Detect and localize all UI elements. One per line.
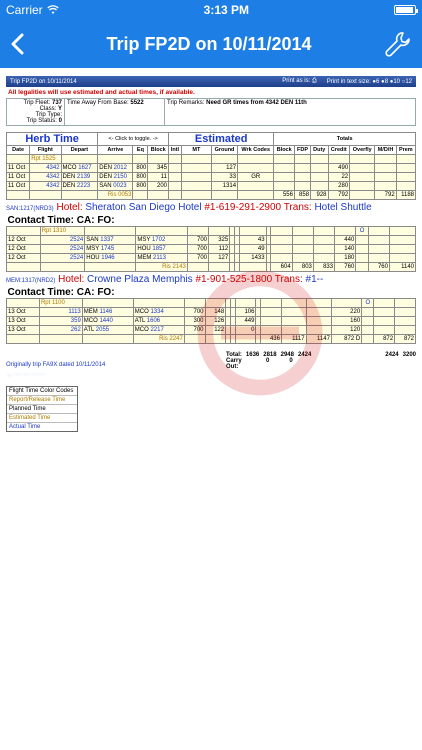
- trip-info-table: Trip Fleet: 737 Class: Y Trip Type: Trip Status: 0 Time Away From Base: 5522 Trip Remarks: Need GR times from 4342 DEN 11th: [6, 98, 416, 126]
- release-row: [7, 191, 416, 200]
- status-bar: [0, 0, 422, 20]
- empty-cell: [328, 155, 350, 164]
- flight-number[interactable]: 1113: [39, 308, 82, 317]
- page-title: Trip FP2D on 10/11/2014: [106, 33, 312, 54]
- block-time: 148: [205, 308, 226, 317]
- flight-number[interactable]: 359: [39, 317, 82, 326]
- arrive-cell: MCO 2217: [133, 326, 184, 335]
- table-row[interactable]: [7, 254, 416, 263]
- report-row: [7, 155, 416, 164]
- size-12-option[interactable]: 12: [405, 78, 412, 85]
- empty-cell: [61, 191, 98, 200]
- table-row[interactable]: [7, 173, 416, 182]
- empty-cell: [7, 155, 30, 164]
- empty-cell: [294, 164, 310, 173]
- total-block: 436: [261, 335, 282, 344]
- duty-period-2: [7, 227, 416, 272]
- empty-cell: [311, 182, 328, 191]
- empty-cell: [184, 335, 205, 344]
- depart-cell: DEN 2139: [61, 173, 98, 182]
- table-row[interactable]: [7, 326, 416, 335]
- empty-cell: [311, 164, 328, 173]
- arrive-cell: MSY 1702: [136, 236, 187, 245]
- depart-cell: ATL 2055: [82, 326, 133, 335]
- equipment: 300: [184, 317, 205, 326]
- empty-cell: [133, 191, 148, 200]
- layover-line-1: SAN:1217(NRD3) Hotel: Sheraton San Diego Hotel #1-619-291-2900 Trans: Hotel Shuttle: [6, 202, 372, 213]
- empty-cell: [274, 155, 295, 164]
- empty-cell: [39, 335, 82, 344]
- empty-cell: [235, 335, 256, 344]
- intl-cell: [169, 182, 182, 191]
- empty-cell: [187, 263, 208, 272]
- empty-cell: [306, 308, 331, 317]
- intl-cell: [169, 173, 182, 182]
- empty-cell: [271, 254, 292, 263]
- flight-number[interactable]: 2524: [40, 254, 85, 263]
- battery-icon: [394, 5, 416, 15]
- empty-cell: [271, 227, 292, 236]
- work-codes: [238, 182, 274, 191]
- depart-cell: MEM 1146: [82, 308, 133, 317]
- trip-content: [0, 68, 422, 750]
- equipment: 800: [133, 173, 148, 182]
- empty-cell: [375, 173, 396, 182]
- ground-time: 127: [211, 164, 237, 173]
- total-prem: 1188: [396, 191, 415, 200]
- credit-time: 120: [331, 326, 361, 335]
- equipment: 700: [187, 254, 208, 263]
- empty-cell: [274, 164, 295, 173]
- ground-time: 449: [235, 317, 256, 326]
- table-row[interactable]: [7, 236, 416, 245]
- empty-cell: [374, 326, 395, 335]
- empty-cell: [136, 227, 187, 236]
- credit-time: 180: [335, 254, 356, 263]
- empty-cell: [395, 308, 416, 317]
- print-text-size: Print in text size: ●6 ●8 ●10 ○12: [326, 78, 412, 85]
- empty-cell: [7, 227, 41, 236]
- size-8-option[interactable]: 8: [384, 78, 389, 85]
- duty-period-1: [7, 155, 416, 200]
- estimated-header[interactable]: Estimated: [169, 133, 274, 146]
- total-mdh: 792: [375, 191, 396, 200]
- empty-cell: [350, 173, 375, 182]
- release-time: Ris 2143: [136, 263, 187, 272]
- empty-cell: [292, 245, 313, 254]
- equipment: 800: [133, 182, 148, 191]
- table-row[interactable]: [7, 317, 416, 326]
- total-credit: 792: [328, 191, 350, 200]
- block-time: 11: [148, 173, 169, 182]
- flight-number[interactable]: 4342: [30, 173, 61, 182]
- titlebar-label: Trip FP2D on 10/11/2014: [10, 78, 77, 85]
- empty-cell: [239, 263, 266, 272]
- empty-cell: [235, 299, 256, 308]
- total-block: 556: [274, 191, 295, 200]
- leg-date: 12 Oct: [7, 236, 41, 245]
- empty-cell: [306, 326, 331, 335]
- arrive-cell: DEN 2012: [98, 164, 133, 173]
- empty-cell: [261, 326, 282, 335]
- duty-period-3: [7, 299, 416, 344]
- flight-number[interactable]: 2524: [40, 245, 85, 254]
- work-codes: [238, 164, 274, 173]
- block-time: 200: [148, 182, 169, 191]
- total-credit: 760: [335, 263, 356, 272]
- credit-time: 140: [335, 245, 356, 254]
- leg-date: 11 Oct: [7, 164, 30, 173]
- contact-time-1: Contact Time: CA: FO:: [7, 215, 115, 226]
- empty-cell: [238, 155, 274, 164]
- arrive-cell: HOU 1857: [136, 245, 187, 254]
- settings-button[interactable]: [384, 30, 412, 58]
- empty-cell: [184, 299, 205, 308]
- mt-cell: [181, 182, 211, 191]
- marker-o: O: [356, 227, 368, 236]
- total-block: 604: [271, 263, 292, 272]
- mt-cell: [181, 164, 211, 173]
- flight-grid-2: [6, 215, 416, 272]
- redacted-line: → ···· ··· ·······: [6, 372, 45, 378]
- empty-cell: [261, 308, 282, 317]
- total-fdp: 1117: [281, 335, 306, 344]
- empty-cell: [375, 164, 396, 173]
- hotel-phone[interactable]: #1-901-525-1800: [195, 274, 273, 285]
- total-prem: 1140: [389, 263, 415, 272]
- empty-cell: [368, 227, 389, 236]
- block-time: 122: [205, 326, 226, 335]
- flight-number[interactable]: 4342: [30, 182, 61, 191]
- empty-cell: [281, 308, 306, 317]
- empty-cell: [40, 263, 85, 272]
- empty-cell: [98, 155, 133, 164]
- block-time: 325: [209, 236, 230, 245]
- empty-cell: [350, 164, 375, 173]
- empty-cell: [238, 191, 274, 200]
- empty-cell: [294, 173, 310, 182]
- empty-cell: [7, 263, 41, 272]
- empty-cell: [82, 335, 133, 344]
- empty-cell: [374, 308, 395, 317]
- chevron-left-icon: [10, 33, 24, 55]
- empty-cell: [389, 245, 415, 254]
- empty-cell: [181, 155, 211, 164]
- empty-cell: [85, 263, 136, 272]
- empty-cell: [306, 317, 331, 326]
- empty-cell: [335, 227, 356, 236]
- block-time: 126: [205, 317, 226, 326]
- empty-cell: [274, 182, 295, 191]
- empty-cell: [292, 254, 313, 263]
- empty-cell: [350, 191, 375, 200]
- ground-time: 43: [239, 236, 266, 245]
- intl-cell: [169, 164, 182, 173]
- empty-cell: [61, 155, 98, 164]
- flight-number[interactable]: 4342: [30, 164, 61, 173]
- depart-cell: HOU 1946: [85, 254, 136, 263]
- totals-header: Totals: [274, 133, 416, 146]
- empty-cell: [209, 227, 230, 236]
- arrive-cell: DEN 2150: [98, 173, 133, 182]
- status-left: [6, 3, 59, 17]
- empty-cell: [396, 173, 415, 182]
- empty-cell: [362, 308, 374, 317]
- size-10-option[interactable]: 10: [393, 78, 401, 85]
- equipment: 700: [187, 245, 208, 254]
- empty-cell: [389, 254, 415, 263]
- total-duty: 928: [311, 191, 328, 200]
- empty-cell: [7, 335, 40, 344]
- empty-cell: [313, 254, 334, 263]
- ground-time: 33: [211, 173, 237, 182]
- flight-grid-1: Herb Time <- Click to toggle. -> Estimated Totals Date Flight Depart Arrive Eq Block Intl MT Ground Wrk Codes Block FDP Duty Credit Overfly M/D/H Prem Rpt 1525 11 Oct 4342 MCO 1627 DEN 2012 800 345 127 490 11 Oct 4342 DEN 2139 DEN 2150 800 11 33 GR 22 11 Oct 4342 DEN 2223 SAN 0023 800 200 1314 280 Ris 0053 556 858 928 792 792 1188: [8, 133, 414, 198]
- empty-cell: [362, 317, 374, 326]
- total-credit: 872 D: [331, 335, 361, 344]
- empty-cell: [362, 326, 374, 335]
- back-button[interactable]: [10, 29, 34, 59]
- equipment: 800: [133, 164, 148, 173]
- ground-time: 106: [235, 308, 256, 317]
- ground-time: 1314: [211, 182, 237, 191]
- leg-date: 13 Oct: [7, 308, 40, 317]
- credit-time: 22: [328, 173, 350, 182]
- block-time: 345: [148, 164, 169, 173]
- wrench-icon: [384, 30, 412, 58]
- legalities-note: All legalities will use estimated and actual times, if available.: [8, 89, 195, 96]
- total-mdh: 872: [374, 335, 395, 344]
- empty-cell: [205, 299, 226, 308]
- arrive-cell: ATL 1606: [133, 317, 184, 326]
- empty-cell: [396, 164, 415, 173]
- total-duty: 833: [313, 263, 334, 272]
- report-row: [7, 299, 416, 308]
- equipment: 700: [184, 308, 205, 317]
- total-prem: 872: [395, 335, 416, 344]
- empty-cell: [209, 263, 230, 272]
- empty-cell: [7, 299, 40, 308]
- empty-cell: [239, 227, 266, 236]
- empty-cell: [205, 335, 226, 344]
- ground-time: 1433: [239, 254, 266, 263]
- depart-cell: DEN 2223: [61, 182, 98, 191]
- nav-bar: [0, 20, 422, 68]
- empty-cell: [396, 182, 415, 191]
- empty-cell: [374, 299, 395, 308]
- release-row: [7, 335, 416, 344]
- table-row[interactable]: [7, 245, 416, 254]
- empty-cell: [350, 182, 375, 191]
- empty-cell: [395, 317, 416, 326]
- release-time: Ris 0053: [98, 191, 133, 200]
- empty-cell: [389, 236, 415, 245]
- hotel-name[interactable]: Sheraton San Diego Hotel: [85, 202, 202, 213]
- empty-cell: [292, 227, 313, 236]
- empty-cell: [211, 155, 237, 164]
- equipment: 700: [187, 236, 208, 245]
- marker-o: [350, 155, 375, 164]
- empty-cell: [313, 227, 334, 236]
- empty-cell: [331, 299, 361, 308]
- empty-cell: [148, 155, 169, 164]
- trip-footer-left: [6, 362, 105, 378]
- empty-cell: [169, 191, 182, 200]
- total-duty: 1147: [306, 335, 331, 344]
- empty-cell: [306, 299, 331, 308]
- empty-cell: [274, 173, 295, 182]
- credit-time: 440: [335, 236, 356, 245]
- hotel-phone[interactable]: #1-619-291-2900: [204, 202, 282, 213]
- empty-cell: [181, 191, 211, 200]
- color-legend: Flight Time Color Codes Report/Release Time Planned Time Estimated Time Actual Time: [6, 386, 78, 432]
- hotel-name[interactable]: Crowne Plaza Memphis: [87, 274, 193, 285]
- depart-cell: MCO 1627: [61, 164, 98, 173]
- empty-cell: [313, 245, 334, 254]
- table-row[interactable]: [7, 308, 416, 317]
- empty-cell: [356, 236, 368, 245]
- depart-cell: MCO 1440: [82, 317, 133, 326]
- arrive-cell: MEM 2113: [136, 254, 187, 263]
- work-codes: GR: [238, 173, 274, 182]
- block-time: 112: [209, 245, 230, 254]
- empty-cell: [148, 191, 169, 200]
- empty-cell: [211, 191, 237, 200]
- size-6-option[interactable]: 6: [376, 78, 380, 85]
- empty-cell: [7, 191, 30, 200]
- empty-cell: [356, 245, 368, 254]
- table-row[interactable]: [7, 164, 416, 173]
- empty-cell: [169, 155, 182, 164]
- empty-cell: [375, 155, 396, 164]
- carrier-label: Carrier: [6, 3, 43, 17]
- table-row[interactable]: [7, 182, 416, 191]
- depart-cell: SAN 1337: [85, 236, 136, 245]
- marker-o: O: [362, 299, 374, 308]
- print-as-is-button[interactable]: Print as is: ⎙: [282, 78, 317, 84]
- trip-totals: Total: 1636 2818 2948 2424 2424 3200 Carry Out: 0 0: [226, 352, 416, 370]
- credit-time: 220: [331, 308, 361, 317]
- empty-cell: [368, 254, 389, 263]
- leg-date: 12 Oct: [7, 245, 41, 254]
- toggle-time-button[interactable]: <- Click to toggle. ->: [98, 133, 169, 146]
- leg-date: 13 Oct: [7, 317, 40, 326]
- trip-titlebar: [6, 76, 416, 87]
- report-time: Rpt 1310: [40, 227, 85, 236]
- leg-date: 12 Oct: [7, 254, 41, 263]
- layover-line-2: MEM:1317(NRD2) Hotel: Crowne Plaza Memphis #1-901-525-1800 Trans: #1--: [6, 274, 324, 285]
- empty-cell: [133, 155, 148, 164]
- empty-cell: [133, 299, 184, 308]
- original-trip-link[interactable]: Originally trip FA9X dated 10/11/2014: [6, 362, 106, 368]
- report-time: Rpt 1100: [39, 299, 82, 308]
- herb-time-header[interactable]: Herb Time: [7, 133, 98, 146]
- credit-time: 160: [331, 317, 361, 326]
- empty-cell: [395, 299, 416, 308]
- mt-cell: [181, 173, 211, 182]
- empty-cell: [82, 299, 133, 308]
- equipment: 700: [184, 326, 205, 335]
- release-row: [7, 263, 416, 272]
- total-fdp: 858: [294, 191, 310, 200]
- total-mdh: 760: [368, 263, 389, 272]
- empty-cell: [356, 263, 368, 272]
- flight-number[interactable]: 262: [39, 326, 82, 335]
- empty-cell: [375, 182, 396, 191]
- empty-cell: [261, 299, 282, 308]
- empty-cell: [281, 317, 306, 326]
- arrive-cell: MCO 1334: [133, 308, 184, 317]
- empty-cell: [362, 335, 374, 344]
- leg-date: 11 Oct: [7, 173, 30, 182]
- leg-date: 11 Oct: [7, 182, 30, 191]
- ground-time: 49: [239, 245, 266, 254]
- depart-cell: MSY 1745: [85, 245, 136, 254]
- empty-cell: [368, 236, 389, 245]
- empty-cell: [396, 155, 415, 164]
- empty-cell: [368, 245, 389, 254]
- release-time: Ris 2247: [133, 335, 184, 344]
- empty-cell: [395, 326, 416, 335]
- total-fdp: 803: [292, 263, 313, 272]
- status-time: 3:13 PM: [203, 3, 250, 17]
- empty-cell: [311, 173, 328, 182]
- empty-cell: [187, 227, 208, 236]
- empty-cell: [389, 227, 415, 236]
- contact-time-2: Contact Time: CA: FO:: [7, 287, 115, 298]
- empty-cell: [281, 299, 306, 308]
- empty-cell: [374, 317, 395, 326]
- empty-cell: [292, 236, 313, 245]
- report-time: Rpt 1525: [30, 155, 61, 164]
- arrive-cell: SAN 0023: [98, 182, 133, 191]
- empty-cell: [311, 155, 328, 164]
- credit-time: 280: [328, 182, 350, 191]
- leg-date: 13 Oct: [7, 326, 40, 335]
- empty-cell: [271, 236, 292, 245]
- empty-cell: [261, 317, 282, 326]
- empty-cell: [356, 254, 368, 263]
- empty-cell: [294, 155, 310, 164]
- report-row: [7, 227, 416, 236]
- flight-grid-3: [6, 287, 416, 344]
- empty-cell: [271, 245, 292, 254]
- empty-cell: [85, 227, 136, 236]
- block-time: 127: [209, 254, 230, 263]
- empty-cell: [281, 326, 306, 335]
- empty-cell: [30, 191, 61, 200]
- credit-time: 490: [328, 164, 350, 173]
- flight-number[interactable]: 2524: [40, 236, 85, 245]
- empty-cell: [294, 182, 310, 191]
- ground-time: 0: [235, 326, 256, 335]
- empty-cell: [313, 236, 334, 245]
- wifi-icon: [47, 5, 59, 15]
